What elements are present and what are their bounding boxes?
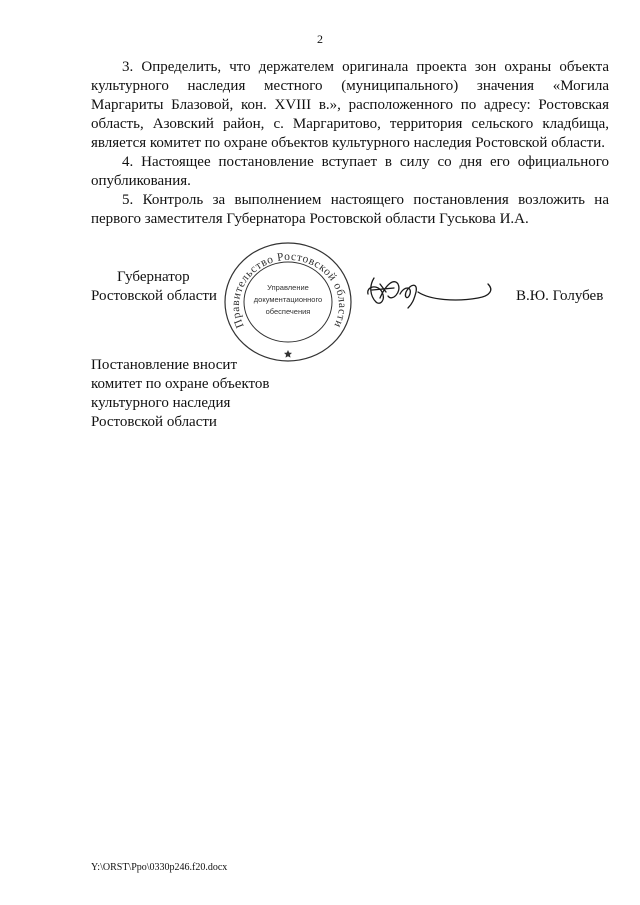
signatory-name: В.Ю. Голубев: [516, 288, 604, 304]
seal-inner-line2: документационного: [253, 295, 323, 304]
paragraph-4: 4. Настоящее постановление вступает в силу со дня его официального опубликования.: [91, 154, 609, 189]
signatory-title-line1: Губернатор: [117, 269, 190, 285]
page-number: 2: [317, 32, 323, 46]
seal-inner-line3: обеспечения: [265, 307, 311, 316]
submitter-line: комитет по охране объектов: [91, 376, 270, 392]
official-seal-stamp: [222, 240, 354, 364]
signatory-title: [91, 268, 231, 306]
submitter-line: Постановление вносит: [91, 357, 238, 373]
submitter-line: Ростовской области: [91, 414, 217, 430]
paragraph-5: 5. Контроль за выполнением настоящего постановления возложить на первого заместителя Губернатора Ростовской области Гуськова И.А.: [91, 192, 609, 227]
submitter-line: культурного наследия: [91, 395, 231, 411]
seal-inner-line1: Управление: [267, 283, 309, 292]
handwritten-signature: [360, 270, 496, 310]
seal-outer-text: Правительство Ростовской области: [229, 250, 349, 330]
document-body: [91, 58, 609, 229]
file-path-footer: Y:\ORST\Ppo\0330p246.f20.docx: [91, 862, 228, 873]
paragraph-3: 3. Определить, что держателем оригинала проекта зон охраны объекта культурного наследия местного (муниципального) значения «Могила Маргариты Блазовой, кон. XVIII в.», расположенного по адресу: Ростовская область, Азовский район, с. Маргаритово, территория сельского кладбища, является комитет по охране объектов культурного наследия Ростовской области.: [91, 59, 609, 151]
signatory-title-line2: Ростовской области: [91, 288, 217, 304]
submitter-note: [91, 356, 331, 432]
